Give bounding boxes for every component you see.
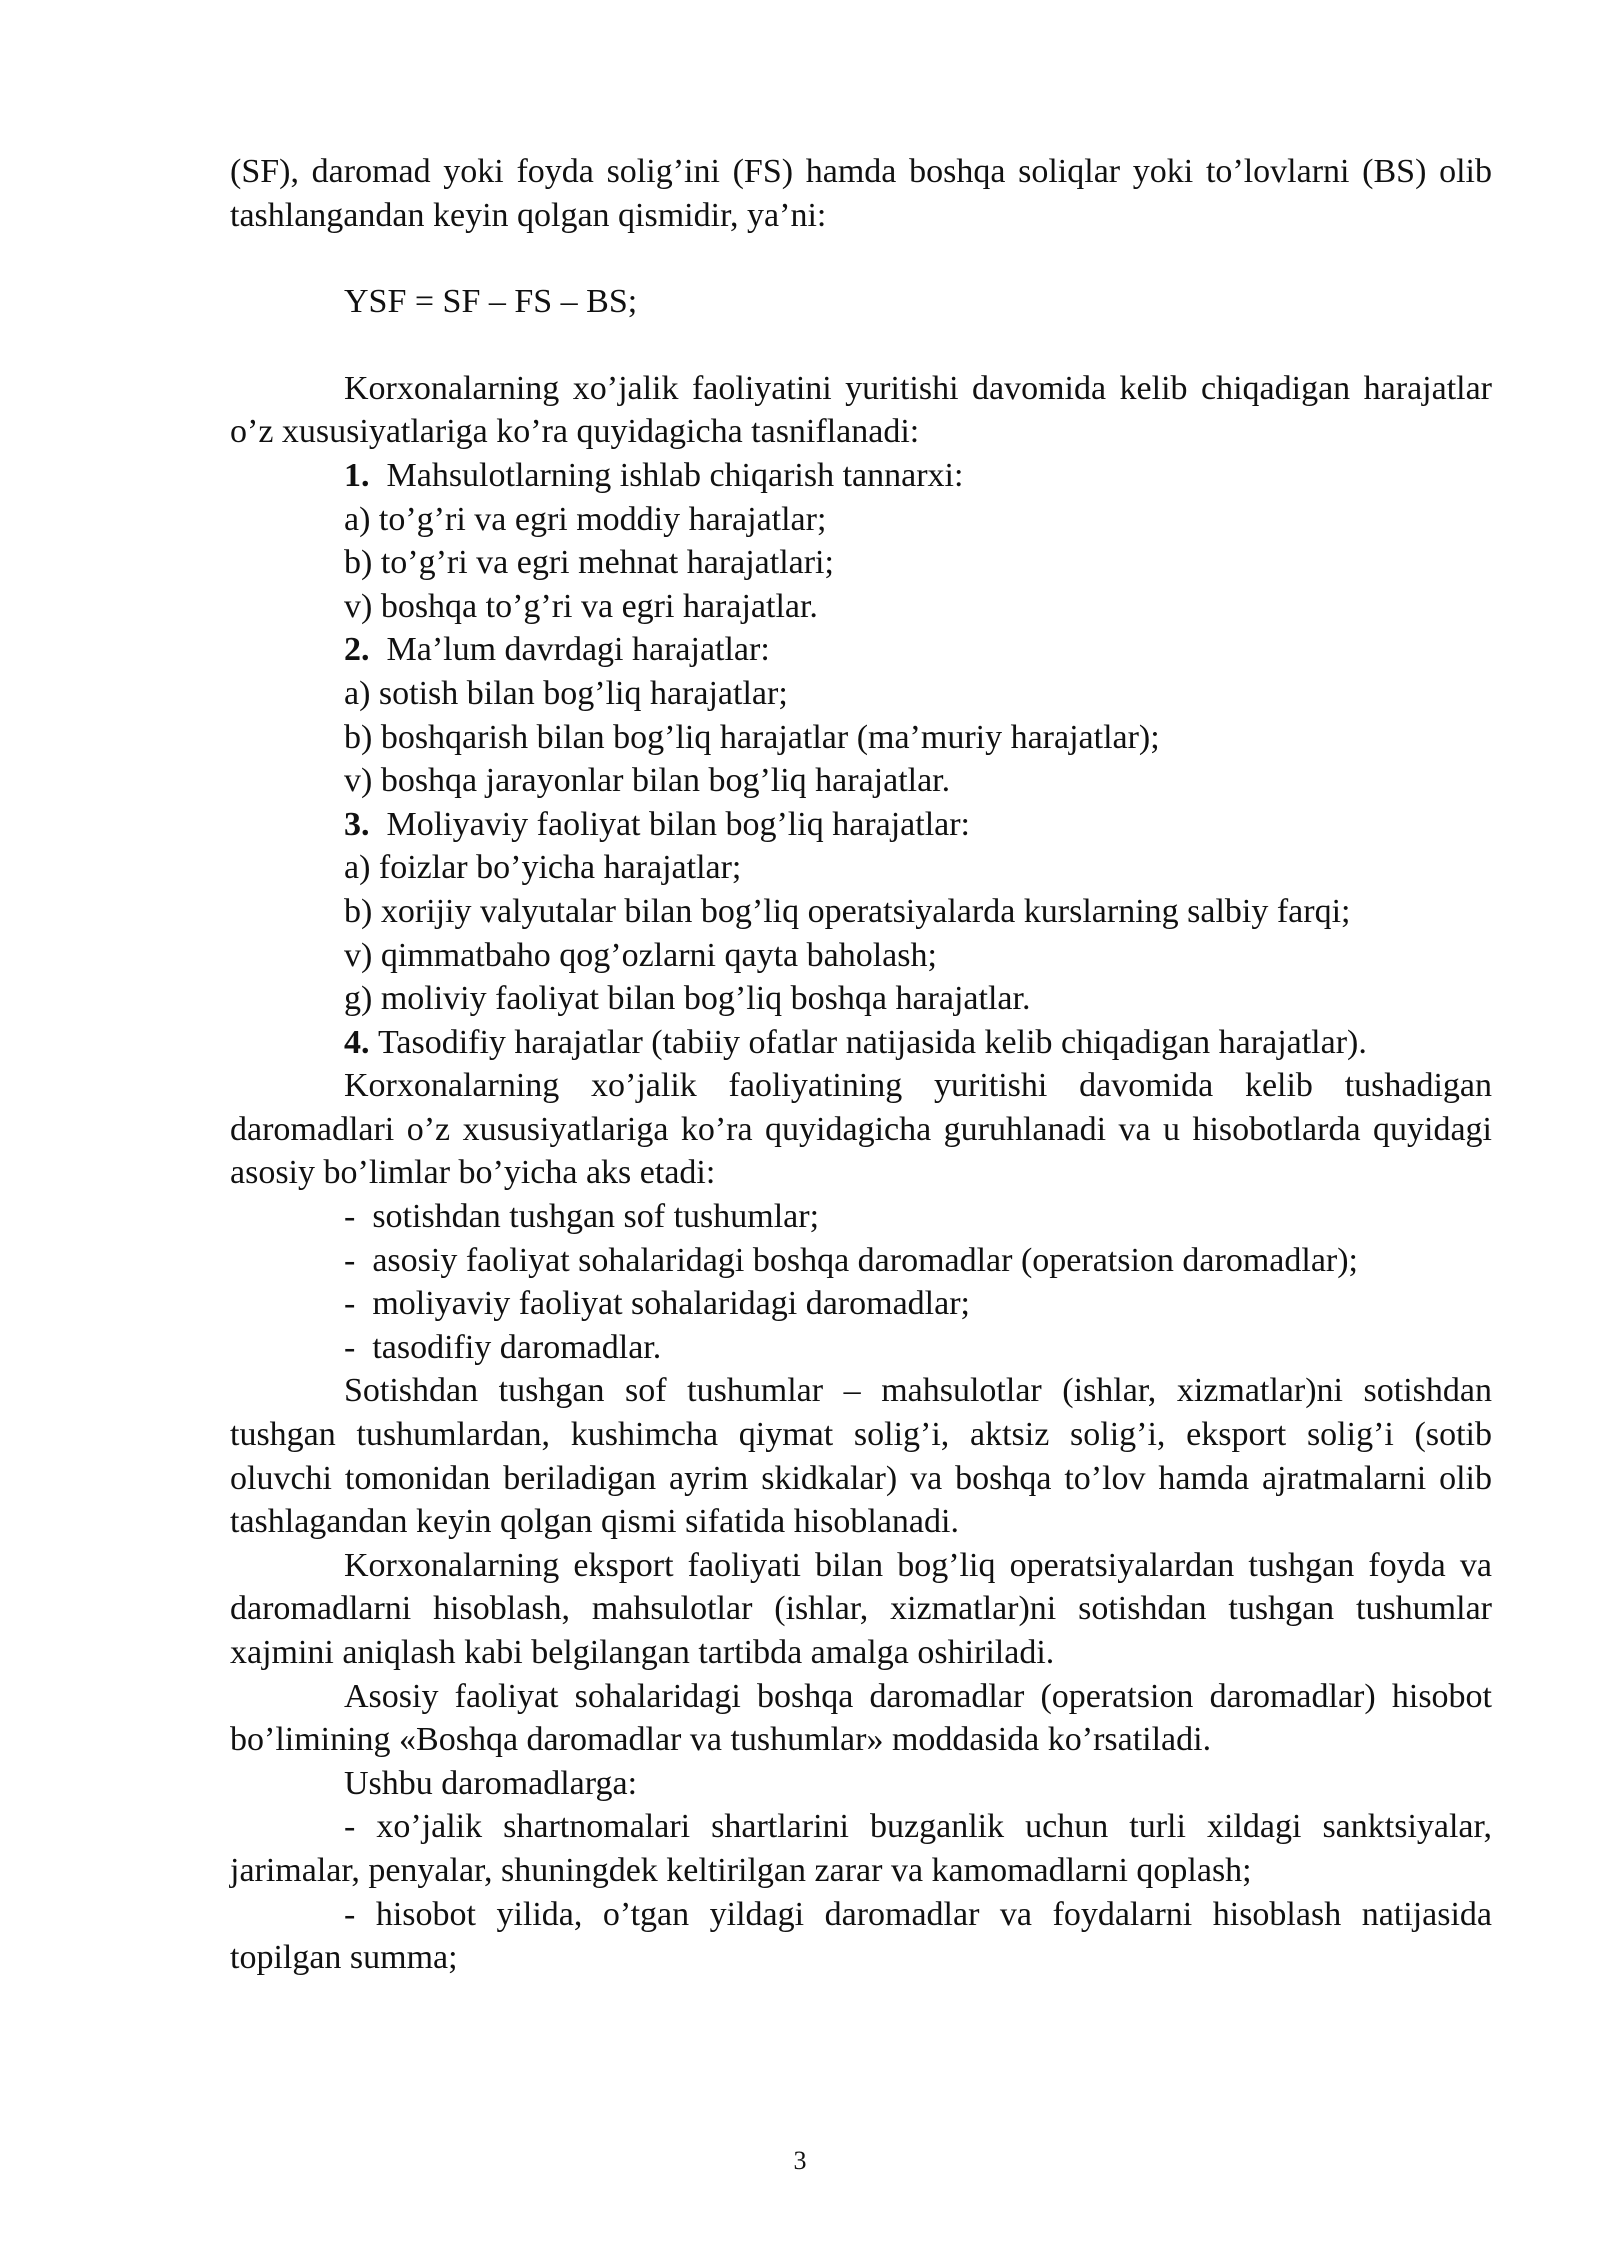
body-paragraph: - xo’jalik shartnomalari shartlarini buzganlik uchun turli xildagi sanktsiyalar, jarimalar, penyalar, shuningdek keltirilgan zarar va kamomadlarni qoplash; bbox=[230, 1808, 1492, 1889]
expense-group-title bbox=[230, 628, 1492, 672]
body-paragraph: - hisobot yilida, o’tgan yildagi daromadlar va foydalarni hisoblash natijasida topilgan summa; bbox=[230, 1895, 1492, 1977]
body-paragraph: Asosiy faoliyat sohalaridagi boshqa daromadlar (operatsion daromadlar) hisobot bo’limining «Boshqa daromadlar va tushumlar» moddasida ko’rsatiladi. bbox=[230, 1677, 1492, 1759]
list-item-text: asosiy faoliyat sohalaridagi boshqa daromadlar (operatsion daromadlar); bbox=[372, 1241, 1358, 1279]
list-item: v) qimmatbaho qog’ozlarni qayta baholash; bbox=[344, 936, 937, 974]
list-item: b) boshqarish bilan bog’liq harajatlar (ma’muriy harajatlar); bbox=[344, 718, 1160, 756]
list-item: b) to’g’ri va egri mehnat harajatlari; bbox=[344, 544, 834, 582]
expense-group-number: 1. bbox=[344, 456, 370, 494]
expense-group-3 bbox=[230, 803, 1492, 1021]
body-paragraph: Korxonalarning eksport faoliyati bilan bog’liq operatsiyalardan tushgan foyda va daromadlarni hisoblash, mahsulotlar (ishlar, xizmatlar)ni sotishdan tushgan tushumlar xajmini aniqlash kabi belgilangan tartibda amalga oshiriladi. bbox=[230, 1546, 1492, 1671]
formula: YSF = SF – FS – BS; bbox=[344, 283, 638, 321]
expense-group-number: 4. bbox=[344, 1023, 370, 1061]
list-item: b) xorijiy valyutalar bilan bog’liq operatsiyalarda kurslarning salbiy farqi; bbox=[344, 892, 1351, 930]
list-item: - asosiy faoliyat sohalaridagi boshqa daromadlar (operatsion daromadlar); bbox=[344, 1241, 1358, 1279]
list-item: a) foizlar bo’yicha harajatlar; bbox=[344, 849, 742, 887]
expense-group-number: 3. bbox=[344, 805, 370, 843]
expense-group-4 bbox=[230, 1021, 1492, 1065]
list-item: v) boshqa jarayonlar bilan bog’liq harajatlar. bbox=[344, 762, 951, 800]
expense-group-title-text: Ma’lum davrdagi harajatlar: bbox=[386, 631, 770, 669]
income-intro-paragraph: Korxonalarning xo’jalik faoliyatining yuritishi davomida kelib tushadigan daromadlari o’z xususiyatlariga ko’ra quyidagicha guruhlanadi va u hisobotlarda quyidagi asosiy bo’limlar bo’yicha aks etadi: bbox=[230, 1067, 1492, 1192]
expense-group-2 bbox=[230, 628, 1492, 802]
intro-paragraph: (SF), daromad yoki foyda solig’ini (FS) hamda boshqa soliqlar yoki to’lovlarni (BS) olib tashlangandan keyin qolgan qismidir, ya’ni: bbox=[230, 153, 1492, 234]
expense-group-title-text: Moliyaviy faoliyat bilan bog’liq harajatlar: bbox=[386, 805, 970, 843]
list-item: a) to’g’ri va egri moddiy harajatlar; bbox=[344, 500, 827, 538]
list-item: - tasodifiy daromadlar. bbox=[344, 1328, 662, 1366]
list-item-text: tasodifiy daromadlar. bbox=[372, 1328, 662, 1366]
expense-group-4-text: Tasodifiy harajatlar (tabiiy ofatlar natijasida kelib chiqadigan harajatlar). bbox=[378, 1023, 1367, 1061]
expense-group-title-text: Mahsulotlarning ishlab chiqarish tannarxi: bbox=[386, 456, 964, 494]
expenses-intro-paragraph: Korxonalarning xo’jalik faoliyatini yuritishi davomida kelib chiqadigan harajatlar o’z xususiyatlariga ko’ra quyidagicha tasniflanadi: bbox=[230, 369, 1492, 451]
list-item: a) sotish bilan bog’liq harajatlar; bbox=[344, 674, 788, 712]
page-number: 3 bbox=[793, 2146, 807, 2175]
income-list bbox=[230, 1195, 1492, 1369]
list-item: - moliyaviy faoliyat sohalaridagi daromadlar; bbox=[344, 1285, 970, 1323]
list-item-text: sotishdan tushgan sof tushumlar; bbox=[372, 1198, 820, 1236]
list-item: v) boshqa to’g’ri va egri harajatlar. bbox=[344, 587, 818, 625]
expense-group-number: 2. bbox=[344, 631, 370, 669]
list-item: - sotishdan tushgan sof tushumlar; bbox=[344, 1198, 820, 1236]
body-paragraph: Sotishdan tushgan sof tushumlar – mahsulotlar (ishlar, xizmatlar)ni sotishdan tushgan tushumlardan, kushimcha qiymat solig’i, aktsiz solig’i, eksport solig’i (sotib oluvchi tomonidan beriladigan ayrim skidkalar) va boshqa to’lov hamda ajratmalarni olib tashlagandan keyin qolgan qismi sifatida hisoblanadi. bbox=[230, 1372, 1492, 1541]
expense-group-title bbox=[230, 454, 1492, 498]
document-page bbox=[230, 150, 1492, 1980]
list-item: g) moliviy faoliyat bilan bog’liq boshqa harajatlar. bbox=[344, 980, 1031, 1018]
list-item-text: moliyaviy faoliyat sohalaridagi daromadlar; bbox=[372, 1285, 970, 1323]
expense-group-1 bbox=[230, 454, 1492, 628]
expense-group-title bbox=[230, 803, 1492, 847]
body-paragraph: Ushbu daromadlarga: bbox=[344, 1764, 638, 1802]
